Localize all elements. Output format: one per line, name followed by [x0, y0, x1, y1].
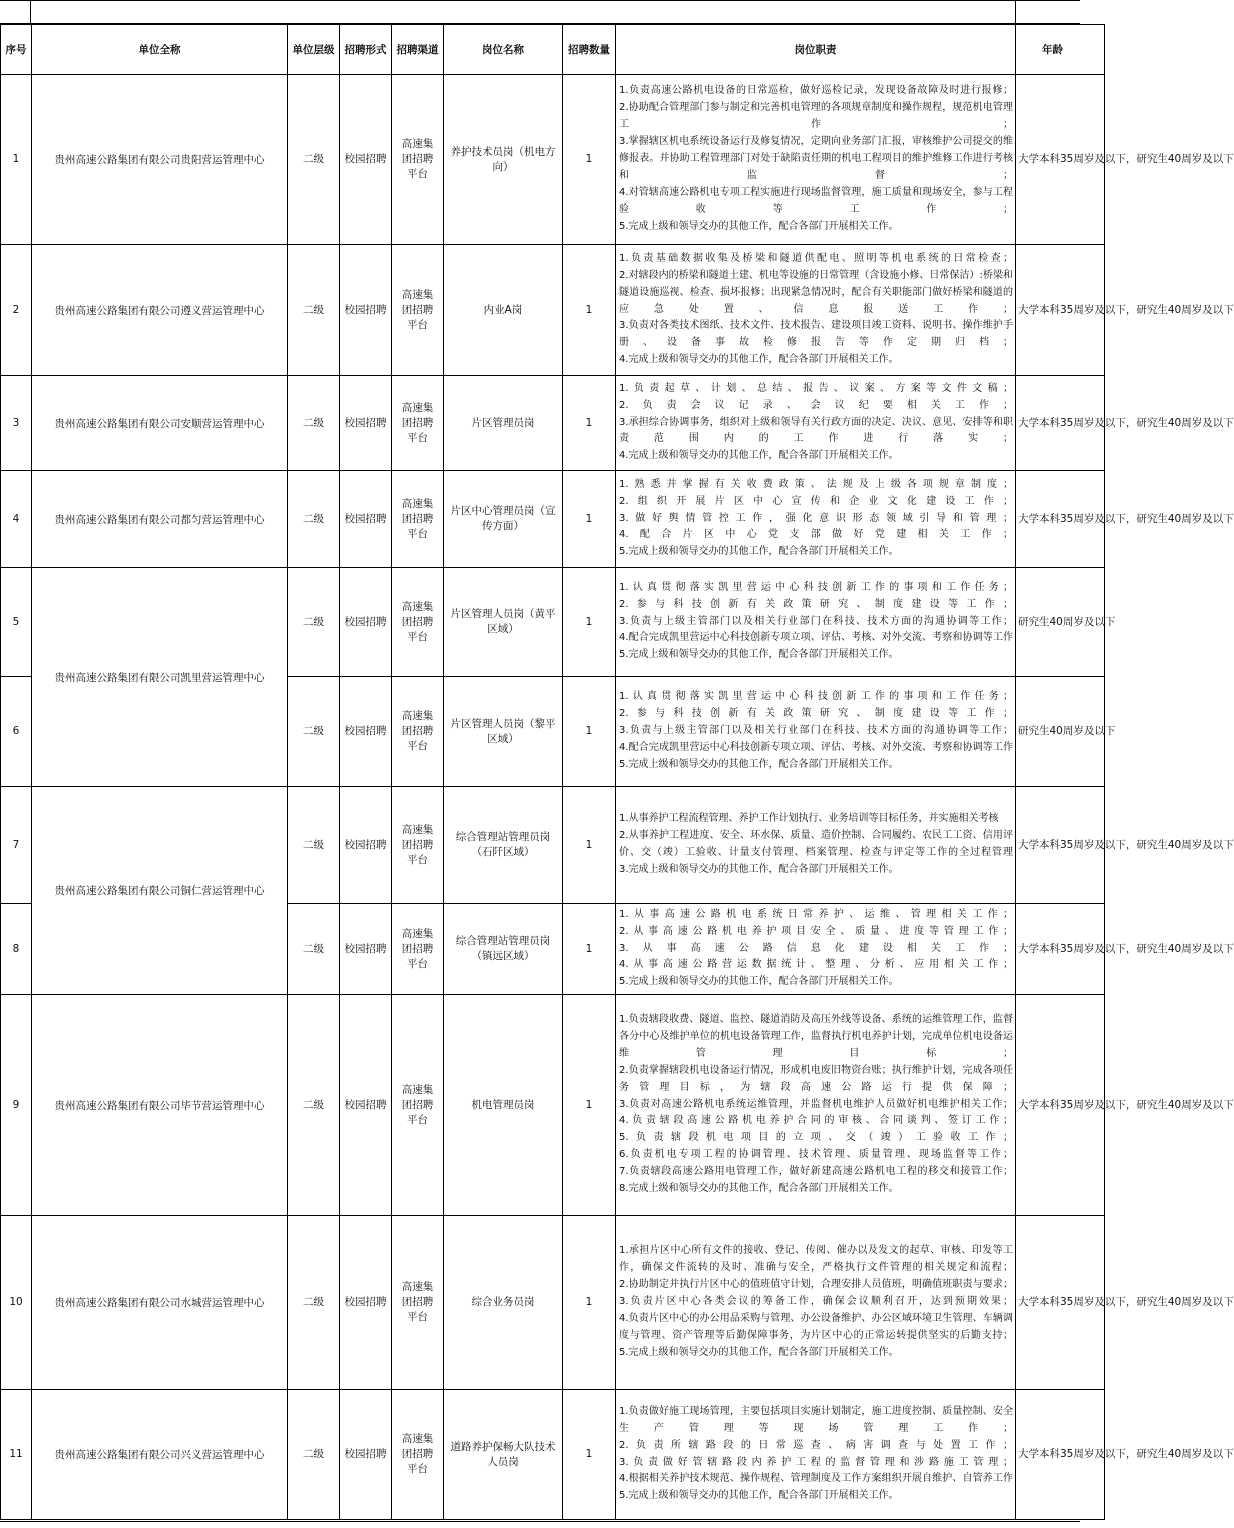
- duty-item: 2.对辖段内的桥梁和隧道土建、机电等设施的日常管理（含设施小修、日常保洁）:桥梁和隧道设施巡视、检查、损坏报修；出现紧急情况时，配合有关职能部门做好桥梁和隧道的应急处置、信息报送工作；: [619, 269, 1013, 315]
- table-header-row: [1, 25, 1105, 75]
- recruit-count: 1: [563, 1390, 616, 1520]
- recruit-channel: 高速集团招聘平台: [392, 1216, 444, 1390]
- top-header-strip: [0, 0, 1080, 24]
- unit-name: 贵州高速公路集团有限公司兴义营运管理中心: [32, 1390, 288, 1520]
- job-duties: [616, 568, 1016, 677]
- recruit-form: 校园招聘: [340, 787, 392, 904]
- duty-item: 3.完成上级和领导交办的其他工作，配合各部门开展相关工作。: [619, 863, 899, 875]
- recruitment-table: [0, 24, 1234, 1520]
- header-level: 单位层级: [288, 25, 340, 75]
- unit-name: 贵州高速公路集团有限公司水城营运管理中心: [32, 1216, 288, 1390]
- table-row: [1, 568, 1105, 677]
- position-name: 综合管理站管理员岗（石阡区域）: [444, 787, 563, 904]
- position-name: 综合业务员岗: [444, 1216, 563, 1390]
- recruit-channel: 高速集团招聘平台: [392, 471, 444, 568]
- duty-item: 1.认真贯彻落实凯里营运中心科技创新工作的事项和工作任务；: [619, 691, 1013, 703]
- age-requirement: 大学本科35周岁及以下，研究生40周岁及以下: [1016, 75, 1105, 245]
- duty-item: 4.负责片区中心的办公用品采购与管理、办公设备维护、办公区域环境卫生管理、车辆调度与管理、资产管理等后勤保障事务，为片区中心的正常运转提供坚实的后勤支持；: [619, 1312, 1013, 1341]
- recruit-count: 1: [563, 75, 616, 245]
- row-number: 5: [1, 568, 32, 677]
- recruit-count: 1: [563, 471, 616, 568]
- age-requirement: 大学本科35周岁及以下，研究生40周岁及以下: [1016, 1390, 1105, 1520]
- duty-item: 4.配合片区中心党支部做好党建相关工作；: [619, 529, 1013, 541]
- age-requirement: 大学本科35周岁及以下，研究生40周岁及以下: [1016, 1216, 1105, 1390]
- unit-level: 二级: [288, 568, 340, 677]
- duty-item: 1.负责做好施工现场管理，主要包括项目实施计划制定，施工进度控制、质量控制、安全生产管理等现场管理工作；: [619, 1405, 1013, 1434]
- recruit-channel: 高速集团招聘平台: [392, 75, 444, 245]
- duty-item: 2.负责会议记录、会议纪要相关工作；: [619, 399, 1013, 411]
- duty-item: 3.负责对各类技术图纸、技术文件、技术报告、建设项目竣工资料、说明书、操作维护手册、设备事故检修报告等作定期归档；: [619, 320, 1013, 349]
- duty-item: 3.掌握辖区机电系统设备运行及修复情况，定期向业务部门汇报，审核维护公司提交的维修报表。并协助工程管理部门对处于缺陷责任期的机电工程项目的维护维修工作进行考核和监督；: [619, 136, 1013, 181]
- table-row: [1, 1390, 1105, 1520]
- duty-item: 2.参与科技创新有关政策研究、制度建设等工作；: [619, 598, 1013, 610]
- age-requirement: 大学本科35周岁及以下，研究生40周岁及以下: [1016, 904, 1105, 995]
- duty-item: 4.根据相关养护技术规范、操作规程、管理制度及工作方案组织开展自维护、自管养工作: [619, 1473, 1013, 1485]
- duty-item: 7.负责辖段高速公路用电管理工作，做好新建高速公路机电工程的移交和接管工作；: [619, 1166, 1013, 1178]
- recruit-count: 1: [563, 568, 616, 677]
- job-duties: [616, 995, 1016, 1216]
- duty-item: 1.承担片区中心所有文件的接收、登记、传阅、催办以及发文的起草、审核、印发等工作，确保文件流转的及时、准确与安全，严格执行文件管理的相关规定和流程；: [619, 1245, 1013, 1274]
- job-duties: [616, 75, 1016, 245]
- row-number: 10: [1, 1216, 32, 1390]
- recruit-count: 1: [563, 1216, 616, 1390]
- unit-name: 贵州高速公路集团有限公司贵阳营运管理中心: [32, 75, 288, 245]
- duty-item: 2.从事高速公路机电养护项目安全、质量、进度等管理工作；: [619, 925, 1013, 937]
- recruit-channel: 高速集团招聘平台: [392, 376, 444, 471]
- recruit-count: 1: [563, 787, 616, 904]
- duty-item: 5.负责辖段机电项目的立项、交（竣）工验收工作；: [619, 1132, 1013, 1144]
- unit-level: 二级: [288, 1390, 340, 1520]
- position-name: 内业A岗: [444, 245, 563, 376]
- recruit-count: 1: [563, 904, 616, 995]
- recruit-form: 校园招聘: [340, 1216, 392, 1390]
- recruit-form: 校园招聘: [340, 568, 392, 677]
- duty-item: 5.完成上级和领导交办的其他工作，配合各部门开展相关工作。: [619, 758, 899, 770]
- row-number: 7: [1, 787, 32, 904]
- duty-item: 4.从事高速公路营运数据统计、整理、分析、应用相关工作；: [619, 959, 1013, 971]
- recruit-channel: 高速集团招聘平台: [392, 1390, 444, 1520]
- duty-item: 3.做好舆情管控工作，强化意识形态领域引导和管理；: [619, 512, 1013, 524]
- duty-item: 3.负责做好管辖路段内养护工程的监督管理和涉路施工管理；: [619, 1456, 1013, 1468]
- table-row: [1, 787, 1105, 904]
- age-requirement: 研究生40周岁及以下: [1016, 677, 1105, 787]
- age-requirement: 研究生40周岁及以下: [1016, 568, 1105, 677]
- recruit-form: 校园招聘: [340, 1390, 392, 1520]
- duty-item: 4.负责辖段高速公路机电养护合同的审核、合同谈判、签订工作；: [619, 1115, 1013, 1127]
- age-requirement: 大学本科35周岁及以下，研究生40周岁及以下: [1016, 995, 1105, 1216]
- duty-item: 1.负责辖段收费、隧道、监控、隧道消防及高压外线等设备、系统的运维管理工作，监督各分中心及维护单位的机电设备管理工作，监督执行机电养护计划，完成单位机电设备运维管理目标；: [619, 1014, 1013, 1059]
- header-channel: 招聘渠道: [392, 25, 444, 75]
- row-number: 4: [1, 471, 32, 568]
- duty-item: 2.协助配合管理部门参与制定和完善机电管理的各项规章制度和操作规程，规范机电管理工作；: [619, 102, 1013, 131]
- header-unit: 单位全称: [32, 25, 288, 75]
- duty-item: 2.负责所辖路段的日常巡查、病害调查与处置工作；: [619, 1439, 1013, 1451]
- position-name: 片区管理人员岗（黎平区域）: [444, 677, 563, 787]
- duty-item: 1.负责起草、计划、总结、报告、议案、方案等文件文稿；: [619, 382, 1013, 394]
- unit-name: 贵州高速公路集团有限公司毕节营运管理中心: [32, 995, 288, 1216]
- duty-item: 2.协助制定并执行片区中心的值班值守计划，合理安排人员值班，明确值班职责与要求；: [619, 1279, 1013, 1291]
- recruit-channel: 高速集团招聘平台: [392, 995, 444, 1216]
- job-duties: [616, 787, 1016, 904]
- duty-item: 2.参与科技创新有关政策研究、制度建设等工作；: [619, 708, 1013, 720]
- recruit-channel: 高速集团招聘平台: [392, 245, 444, 376]
- header-count: 招聘数量: [563, 25, 616, 75]
- top-strip-divider: [30, 1, 31, 23]
- job-duties: [616, 677, 1016, 787]
- duty-item: 3.负责与上级主管部门以及相关行业部门在科技、技术方面的沟通协调等工作；: [619, 725, 1013, 737]
- position-name: 片区中心管理员岗（宣传方面）: [444, 471, 563, 568]
- duty-item: 6.负责机电专项工程的协调管理、技术管理、质量管理、现场监督等工作；: [619, 1149, 1013, 1161]
- header-position: 岗位名称: [444, 25, 563, 75]
- header-no: 序号: [1, 25, 32, 75]
- age-requirement: 大学本科35周岁及以下，研究生40周岁及以下: [1016, 471, 1105, 568]
- position-name: 片区管理员岗: [444, 376, 563, 471]
- duty-item: 1.负责基础数据收集及桥梁和隧道供配电、照明等机电系统的日常检查；: [619, 252, 1013, 264]
- recruit-count: 1: [563, 677, 616, 787]
- recruit-form: 校园招聘: [340, 677, 392, 787]
- recruit-count: 1: [563, 245, 616, 376]
- unit-level: 二级: [288, 995, 340, 1216]
- table-row: [1, 245, 1105, 376]
- unit-level: 二级: [288, 1216, 340, 1390]
- table-row: [1, 75, 1105, 245]
- unit-name: 贵州高速公路集团有限公司安顺营运管理中心: [32, 376, 288, 471]
- unit-level: 二级: [288, 787, 340, 904]
- duty-item: 5.完成上级和领导交办的其他工作，配合各部门开展相关工作。: [619, 649, 899, 661]
- duty-item: 5.完成上级和领导交办的其他工作，配合各部门开展相关工作。: [619, 220, 899, 232]
- job-duties: [616, 1216, 1016, 1390]
- position-name: 道路养护保畅大队技术人员岗: [444, 1390, 563, 1520]
- age-requirement: 大学本科35周岁及以下，研究生40周岁及以下: [1016, 787, 1105, 904]
- recruit-form: 校园招聘: [340, 75, 392, 245]
- recruit-form: 校园招聘: [340, 904, 392, 995]
- age-requirement: 大学本科35周岁及以下，研究生40周岁及以下: [1016, 376, 1105, 471]
- duty-item: 3.从事高速公路信息化建设相关工作；: [619, 942, 1013, 954]
- recruit-form: 校园招聘: [340, 376, 392, 471]
- row-number: 6: [1, 677, 32, 787]
- job-duties: [616, 376, 1016, 471]
- position-name: 机电管理员岗: [444, 995, 563, 1216]
- header-duties: 岗位职责: [616, 25, 1016, 75]
- recruit-count: 1: [563, 995, 616, 1216]
- recruit-form: 校园招聘: [340, 245, 392, 376]
- duty-item: 5.完成上级和领导交办的其他工作，配合各部门开展相关工作。: [619, 976, 899, 988]
- duty-item: 3.负责片区中心各类会议的筹备工作，确保会议顺利召开，达到预期效果；: [619, 1296, 1013, 1308]
- row-number: 11: [1, 1390, 32, 1520]
- table-row: [1, 471, 1105, 568]
- duty-item: 1.负责高速公路机电设备的日常巡检，做好巡检记录，发现设备故障及时进行报修；: [619, 85, 1013, 97]
- recruit-form: 校园招聘: [340, 995, 392, 1216]
- job-duties: [616, 904, 1016, 995]
- unit-level: 二级: [288, 75, 340, 245]
- table-bottom-border: [0, 1521, 1080, 1522]
- unit-level: 二级: [288, 376, 340, 471]
- unit-level: 二级: [288, 904, 340, 995]
- duty-item: 1.熟悉并掌握有关收费政策、法规及上级各项规章制度；: [619, 478, 1013, 490]
- recruit-form: 校园招聘: [340, 471, 392, 568]
- duty-item: 8.完成上级和领导交办的其他工作，配合各部门开展相关工作。: [619, 1183, 899, 1195]
- duty-item: 2.从事养护工程进度、安全、环水保、质量、造价控制、合同履约、农民工工资、信用评价、交（竣）工验收、计量支付管理、档案管理、检查与评定等工作的全过程管理: [619, 830, 1013, 858]
- unit-level: 二级: [288, 471, 340, 568]
- table-row: [1, 1216, 1105, 1390]
- duty-item: 5.完成上级和领导交办的其他工作，配合各部门开展相关工作。: [619, 1346, 899, 1358]
- unit-name: 贵州高速公路集团有限公司都匀营运管理中心: [32, 471, 288, 568]
- table-body: [1, 75, 1234, 1520]
- table-row: [1, 376, 1105, 471]
- job-duties: [616, 471, 1016, 568]
- recruit-channel: 高速集团招聘平台: [392, 904, 444, 995]
- duty-item: 1.从事养护工程流程管理、养护工作计划执行、业务培训等目标任务，并实施相关考核: [619, 813, 999, 825]
- unit-level: 二级: [288, 245, 340, 376]
- row-number: 8: [1, 904, 32, 995]
- recruit-channel: 高速集团招聘平台: [392, 568, 444, 677]
- header-form: 招聘形式: [340, 25, 392, 75]
- duty-item: 4.对管辖高速公路机电专项工程实施进行现场监督管理，施工质量和现场安全，参与工程验收等工作；: [619, 186, 1013, 215]
- position-name: 养护技术员岗（机电方向）: [444, 75, 563, 245]
- duty-item: 1.认真贯彻落实凯里营运中心科技创新工作的事项和工作任务；: [619, 581, 1013, 593]
- unit-name: 贵州高速公路集团有限公司遵义营运管理中心: [32, 245, 288, 376]
- job-duties: [616, 1390, 1016, 1520]
- duty-item: 4.配合完成凯里营运中心科技创新专项立项、评估、考核、对外交流、考察和协调等工作: [619, 632, 1013, 644]
- recruit-count: 1: [563, 376, 616, 471]
- duty-item: 1.从事高速公路机电系统日常养护、运维、管理相关工作；: [619, 908, 1013, 920]
- age-requirement: 大学本科35周岁及以下，研究生40周岁及以下: [1016, 245, 1105, 376]
- duty-item: 3.承担综合协调事务，组织对上级和领导有关行政方面的决定、决议、意见、安排等和职责范围内的工作进行落实；: [619, 416, 1013, 445]
- top-strip-divider: [1015, 1, 1016, 23]
- duty-item: 5.完成上级和领导交办的其他工作，配合各部门开展相关工作。: [619, 1490, 899, 1502]
- row-number: 1: [1, 75, 32, 245]
- row-number: 9: [1, 995, 32, 1216]
- duty-item: 4.完成上级和领导交办的其他工作，配合各部门开展相关工作。: [619, 450, 899, 462]
- position-name: 片区管理人员岗（黄平区域）: [444, 568, 563, 677]
- duty-item: 2.组织开展片区中心宣传和企业文化建设工作；: [619, 495, 1013, 507]
- header-age: 年龄: [1016, 25, 1105, 75]
- unit-name: 贵州高速公路集团有限公司凯里营运管理中心: [32, 568, 288, 787]
- duty-item: 2.负责掌握辖段机电设备运行情况，形成机电废旧物资台账；执行维护计划，完成各项任务管理目标，为辖段高速公路运行提供保障；: [619, 1064, 1013, 1093]
- duty-item: 4.完成上级和领导交办的其他工作，配合各部门开展相关工作。: [619, 354, 899, 366]
- recruit-channel: 高速集团招聘平台: [392, 677, 444, 787]
- duty-item: 5.完成上级和领导交办的其他工作，配合各部门开展相关工作。: [619, 546, 899, 558]
- duty-item: 3.负责对高速公路机电系统运维管理，并监督机电维护人员做好机电维护相关工作；: [619, 1098, 1013, 1110]
- job-duties: [616, 245, 1016, 376]
- row-number: 2: [1, 245, 32, 376]
- unit-level: 二级: [288, 677, 340, 787]
- table-row: [1, 995, 1105, 1216]
- row-number: 3: [1, 376, 32, 471]
- recruit-channel: 高速集团招聘平台: [392, 787, 444, 904]
- position-name: 综合管理站管理员岗（镇远区域）: [444, 904, 563, 995]
- duty-item: 4.配合完成凯里营运中心科技创新专项立项、评估、考核、对外交流、考察和协调等工作: [619, 741, 1013, 753]
- unit-name: 贵州高速公路集团有限公司铜仁营运管理中心: [32, 787, 288, 995]
- duty-item: 3.负责与上级主管部门以及相关行业部门在科技、技术方面的沟通协调等工作；: [619, 615, 1013, 627]
